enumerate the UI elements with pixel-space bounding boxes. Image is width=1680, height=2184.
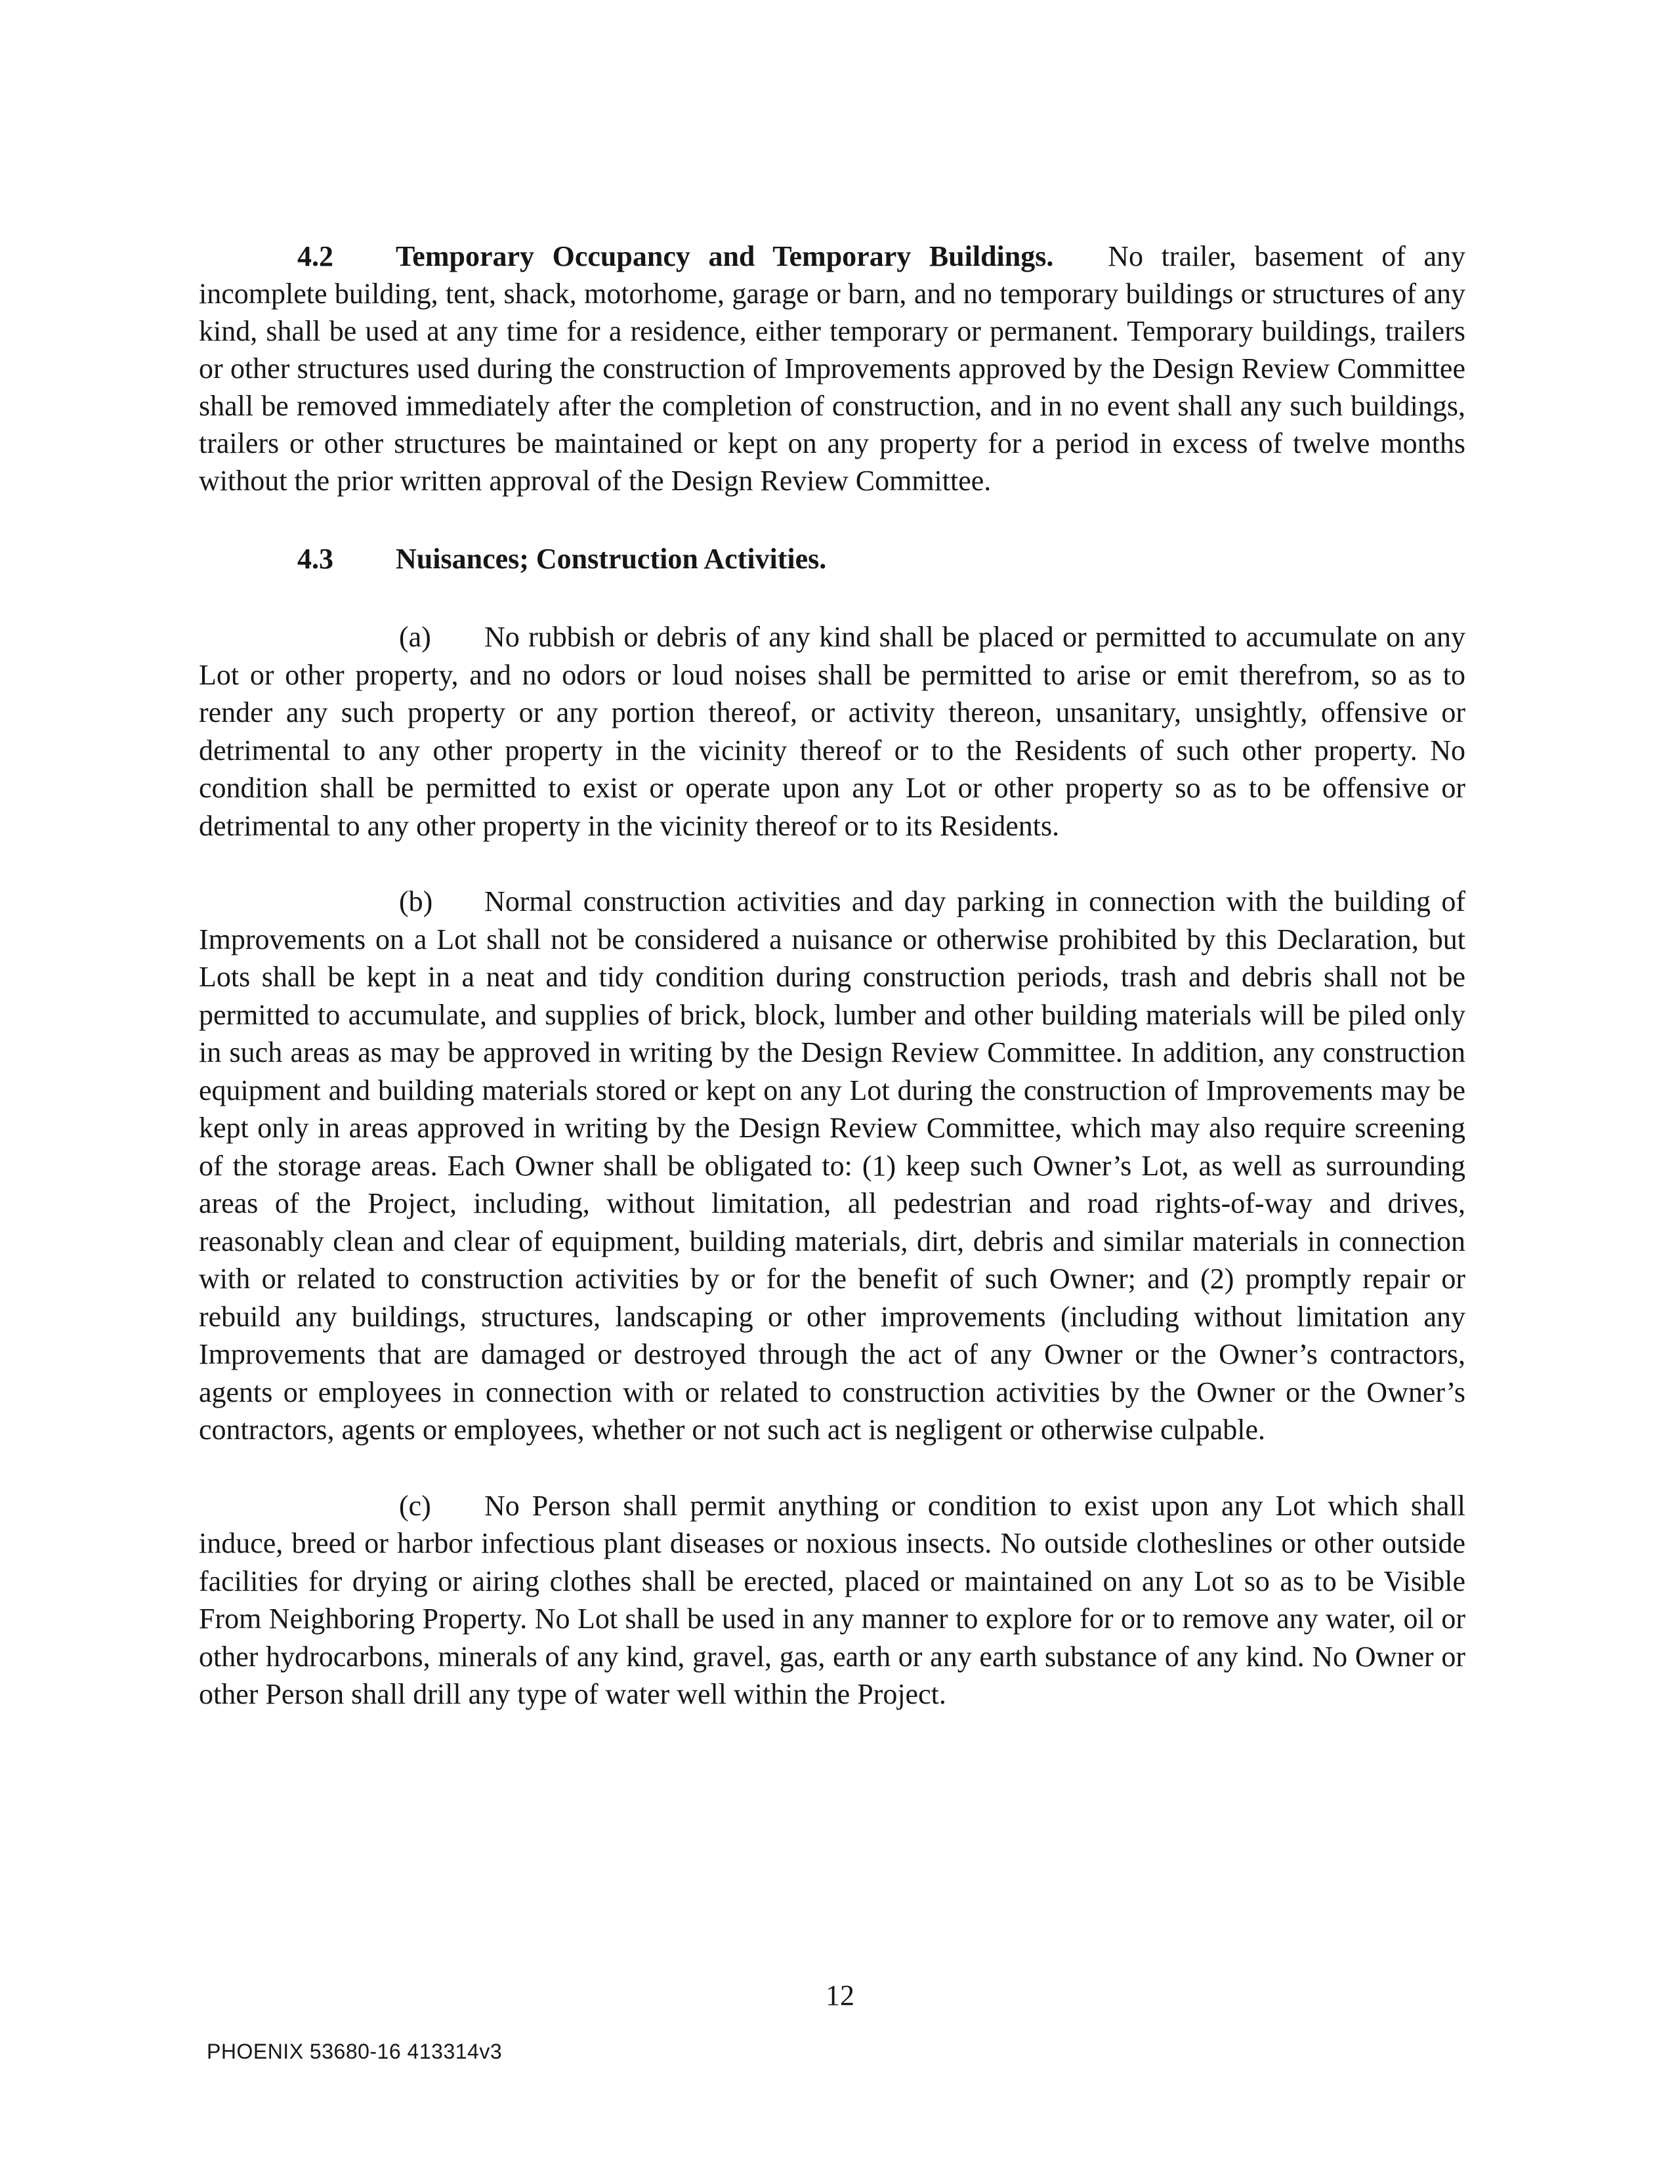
- section-number: 4.3: [297, 543, 333, 575]
- document-footer-code: PHOENIX 53680-16 413314v3: [207, 2040, 503, 2063]
- spacer: [199, 845, 1465, 883]
- subsection-label: (c): [399, 1489, 431, 1522]
- section-number: 4.2: [297, 240, 333, 272]
- section-4-3-heading: [199, 540, 1465, 578]
- subsection-b: [199, 883, 1465, 1449]
- spacer: [199, 499, 1465, 540]
- subsection-label: (a): [399, 621, 431, 653]
- subsection-text: No rubbish or debris of any kind shall be placed or permitted to accumulate on any Lot or other property, and no odors or loud noises shall be permitted to arise or emit therefrom, so as to render any such property or any portion thereof, or activity thereon, unsanitary, unsightly, offensive or detrimental to any other property in the vicinity thereof or to the Residents of such other property. No condition shall be permitted to exist or operate upon any Lot or other property so as to be offensive or detrimental to any other property in the vicinity thereof or to its Residents.: [199, 621, 1465, 842]
- subsection-label: (b): [399, 885, 433, 917]
- section-title: Temporary Occupancy and Temporary Buildings.: [396, 240, 1054, 272]
- spacer: [199, 578, 1465, 618]
- section-title: Nuisances; Construction Activities.: [396, 543, 827, 575]
- document-body: [199, 238, 1465, 1713]
- subsection-c: [199, 1487, 1465, 1713]
- section-4-2: [199, 238, 1465, 499]
- page-number: 12: [826, 1979, 854, 2011]
- subsection-a: [199, 618, 1465, 845]
- section-text: No trailer, basement of any incomplete building, tent, shack, motorhome, garage or barn, and no temporary buildings or structures of any kind, shall be used at any time for a residence, either temporary or permanent. Temporary buildings, trailers or other structures used during the construction of Improvements approved by the Design Review Committee shall be removed immediately after the completion of construction, and in no event shall any such buildings, trailers or other structures be maintained or kept on any property for a period in excess of twelve months without the prior written approval of the Design Review Committee.: [199, 240, 1466, 497]
- subsection-text: Normal construction activities and day parking in connection with the building of Improvements on a Lot shall not be considered a nuisance or otherwise prohibited by this Declaration, but Lots shall be kept in a neat and tidy condition during construction periods, trash and debris shall not be permitted to accumulate, and supplies of brick, block, lumber and other building materials will be piled only in such areas as may be approved in writing by the Design Review Committee. In addition, any construction equipment and building materials stored or kept on any Lot during the construction of Improvements may be kept only in areas approved in writing by the Design Review Committee, which may also require screening of the storage areas. Each Owner shall be obligated to: (1) keep such Owner’s Lot, as well as surrounding areas of the Project, including, without limitation, all pedestrian and road rights-of-way and drives, reasonably clean and clear of equipment, building materials, dirt, debris and similar materials in connection with or related to construction activities by or for the benefit of such Owner; and (2) promptly repair or rebuild any buildings, structures, landscaping or other improvements (including without limitation any Improvements that are damaged or destroyed through the act of any Owner or the Owner’s contractors, agents or employees in connection with or related to construction activities by the Owner or the Owner’s contractors, agents or employees, whether or not such act is negligent or otherwise culpable.: [199, 885, 1465, 1446]
- subsection-text: No Person shall permit anything or condition to exist upon any Lot which shall induce, breed or harbor infectious plant diseases or noxious insects. No outside clotheslines or other outside facilities for drying or airing clothes shall be erected, placed or maintained on any Lot so as to be Visible From Neighboring Property. No Lot shall be used in any manner to explore for or to remove any water, oil or other hydrocarbons, minerals of any kind, gravel, gas, earth or any earth substance of any kind. No Owner or other Person shall drill any type of water well within the Project.: [199, 1489, 1465, 1710]
- spacer: [199, 1449, 1465, 1487]
